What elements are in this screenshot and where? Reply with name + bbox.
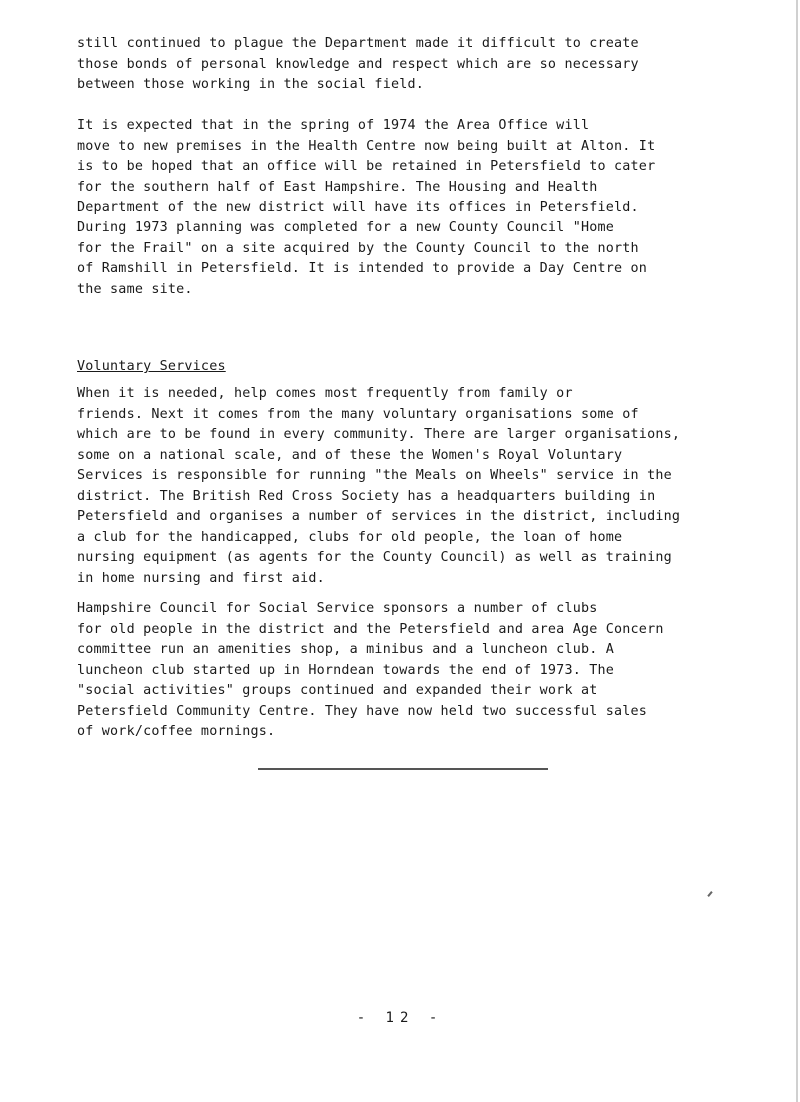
paragraph-area-office-move: It is expected that in the spring of 1974 the Area Office will move to new premises in the Health Centre now being built at Alton. It is to be hoped that an office will be retained in Petersfield to cater for the southern half of East Hampshire. The Housing and Health Department of the new district will have its offices in Petersfield.: [77, 118, 656, 215]
scan-edge: [796, 0, 798, 1102]
paragraph-voluntary-organisations: When it is needed, help comes most frequently from family or friends. Next it comes from the many voluntary organisations some of which are to be found in every community. There are larger organisations, some on a national scale, and of these the Women's Royal Voluntary Services is responsible for running "the Meals on Wheels" service in the district. The British Red Cross Society has a headquarters building in Petersfield and organises a number of services in the district, including a club for the handicapped, clubs for old people, the loan of home nursing equipment (as agents for the County Council) as well as training in home nursing and first aid.: [77, 386, 681, 586]
paragraph-home-for-frail: During 1973 planning was completed for a new County Council "Home for the Frail" on a site acquired by the County Council to the north of Ramshill in Petersfield. It is intended to provide a Day Centre on the same site.: [77, 220, 648, 297]
page-number: - 12 -: [356, 1010, 444, 1026]
paragraph-clubs-old-people: Hampshire Council for Social Service sponsors a number of clubs for old people in the district and the Petersfield and area Age Concern committee run an amenities shop, a minibus and a luncheon club. A luncheon club started up in Horndean towards the end of 1973. The "social activities" groups continued and expanded their work at Petersfield Community Centre. They have now held two successful sales of work/coffee mornings.: [77, 601, 664, 739]
scan-mark: [707, 891, 712, 897]
paragraph-department-continuity: still continued to plague the Department made it difficult to create those bonds of personal knowledge and respect which are so necessary between those working in the social field.: [77, 36, 639, 92]
horizontal-rule: [258, 768, 548, 770]
section-heading-voluntary-services: Voluntary Services: [77, 359, 226, 374]
